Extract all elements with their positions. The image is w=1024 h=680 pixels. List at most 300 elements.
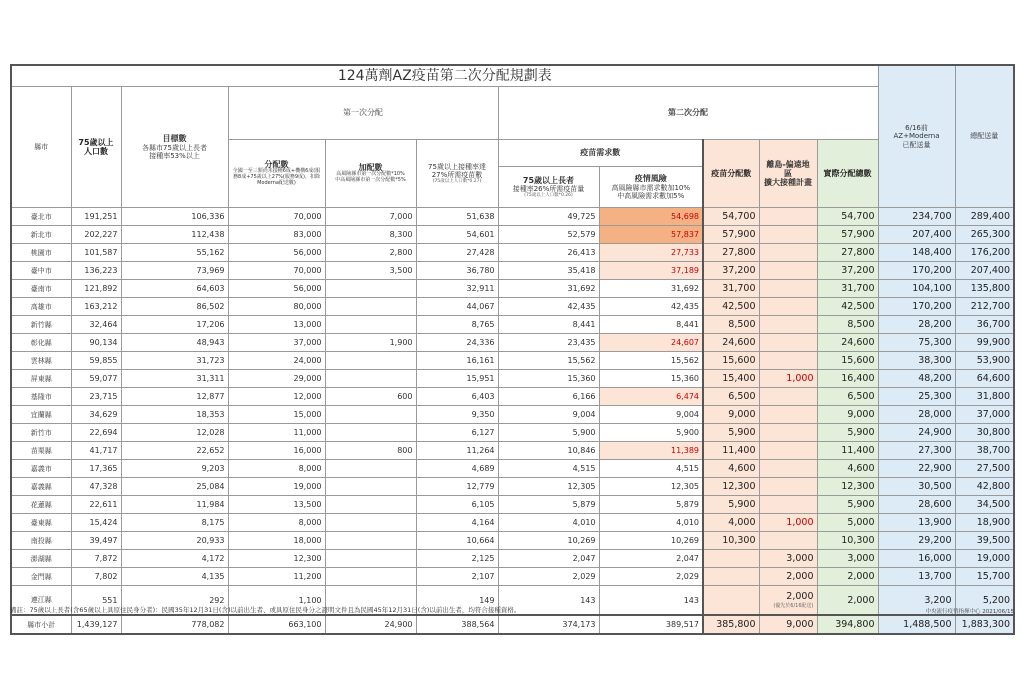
table-row	[11, 442, 1014, 460]
extra-cell	[325, 298, 416, 316]
actual-total-cell: 8,500	[817, 316, 878, 334]
vaccine-alloc-cell: 385,800	[703, 615, 759, 634]
vaccine-alloc-cell: 24,600	[703, 334, 759, 352]
total-delivered-cell: 53,900	[955, 352, 1014, 370]
extra-cell	[325, 460, 416, 478]
risk-cell: 54,698	[599, 208, 703, 226]
actual-total-cell: 6,500	[817, 388, 878, 406]
rate27-cell: 11,264	[416, 442, 498, 460]
county-name: 新竹市	[11, 424, 71, 442]
extra-cell	[325, 568, 416, 586]
risk-cell: 2,047	[599, 550, 703, 568]
total-delivered-cell: 19,000	[955, 550, 1014, 568]
elder26-cell: 2,047	[498, 550, 599, 568]
target-cell: 55,162	[121, 244, 228, 262]
header-delivered: 6/16前 AZ+Moderna 已配送量	[878, 65, 955, 208]
table-row	[11, 532, 1014, 550]
vaccine-alloc-cell: 5,900	[703, 496, 759, 514]
alloc-cell: 70,000	[228, 262, 325, 280]
table-row	[11, 568, 1014, 586]
total-delivered-cell: 176,200	[955, 244, 1014, 262]
actual-total-cell: 57,900	[817, 226, 878, 244]
rate27-cell: 32,911	[416, 280, 498, 298]
island-plan-cell	[759, 226, 817, 244]
allocation-table	[10, 64, 1015, 635]
pop75-cell: 41,717	[71, 442, 121, 460]
total-delivered-cell: 1,883,300	[955, 615, 1014, 634]
actual-total-cell: 4,600	[817, 460, 878, 478]
delivered-cell: 16,000	[878, 550, 955, 568]
island-plan-value: 2,000	[786, 591, 814, 602]
actual-total-cell: 2,000	[817, 586, 878, 616]
rate27-cell: 15,951	[416, 370, 498, 388]
delivered-cell: 13,700	[878, 568, 955, 586]
table-row	[11, 388, 1014, 406]
alloc-cell: 1,100	[228, 586, 325, 616]
alloc-cell: 12,000	[228, 388, 325, 406]
delivered-cell: 28,200	[878, 316, 955, 334]
elder26-cell: 9,004	[498, 406, 599, 424]
vaccine-alloc-cell: 42,500	[703, 298, 759, 316]
total-delivered-cell: 265,300	[955, 226, 1014, 244]
alloc-cell: 13,500	[228, 496, 325, 514]
extra-cell	[325, 280, 416, 298]
island-plan-cell	[759, 442, 817, 460]
target-cell: 4,135	[121, 568, 228, 586]
county-name: 基隆市	[11, 388, 71, 406]
total-delivered-cell: 38,700	[955, 442, 1014, 460]
risk-cell: 37,189	[599, 262, 703, 280]
target-cell: 31,723	[121, 352, 228, 370]
elder26-cell: 15,360	[498, 370, 599, 388]
pop75-cell: 551	[71, 586, 121, 616]
pop75-cell: 121,892	[71, 280, 121, 298]
island-plan-cell: 1,000	[759, 514, 817, 532]
county-name: 新竹縣	[11, 316, 71, 334]
vaccine-alloc-cell: 15,600	[703, 352, 759, 370]
alloc-cell: 11,200	[228, 568, 325, 586]
delivered-cell: 30,500	[878, 478, 955, 496]
island-plan-cell: 3,000	[759, 550, 817, 568]
risk-cell: 5,900	[599, 424, 703, 442]
table-row	[11, 334, 1014, 352]
alloc-cell: 663,100	[228, 615, 325, 634]
vaccine-alloc-cell: 4,000	[703, 514, 759, 532]
total-delivered-cell: 37,000	[955, 406, 1014, 424]
delivered-cell: 234,700	[878, 208, 955, 226]
extra-cell: 3,500	[325, 262, 416, 280]
total-delivered-cell: 207,400	[955, 262, 1014, 280]
alloc-cell: 83,000	[228, 226, 325, 244]
risk-cell: 24,607	[599, 334, 703, 352]
actual-total-cell: 3,000	[817, 550, 878, 568]
actual-total-cell: 54,700	[817, 208, 878, 226]
island-plan-cell: 9,000	[759, 615, 817, 634]
island-plan-cell: 2,000	[759, 568, 817, 586]
risk-cell: 15,360	[599, 370, 703, 388]
county-name: 高雄市	[11, 298, 71, 316]
table-row	[11, 316, 1014, 334]
county-name: 澎湖縣	[11, 550, 71, 568]
extra-cell	[325, 316, 416, 334]
page-title: 124萬劑AZ疫苗第二次分配規劃表	[11, 65, 878, 87]
island-plan-cell	[759, 460, 817, 478]
header-pop75: 75歲以上 人口數	[71, 87, 121, 208]
total-delivered-cell: 64,600	[955, 370, 1014, 388]
delivered-cell: 170,200	[878, 298, 955, 316]
county-name: 臺東縣	[11, 514, 71, 532]
county-name: 臺中市	[11, 262, 71, 280]
extra-cell	[325, 514, 416, 532]
header-county: 縣市	[11, 87, 71, 208]
actual-total-cell: 11,400	[817, 442, 878, 460]
table-row	[11, 478, 1014, 496]
pop75-cell: 34,629	[71, 406, 121, 424]
rate27-cell: 149	[416, 586, 498, 616]
rate27-cell: 388,564	[416, 615, 498, 634]
risk-cell: 4,010	[599, 514, 703, 532]
county-name: 連江縣	[11, 586, 71, 616]
total-delivered-cell: 39,500	[955, 532, 1014, 550]
vaccine-alloc-cell: 11,400	[703, 442, 759, 460]
extra-cell: 24,900	[325, 615, 416, 634]
island-plan-note: (優先於6/16配送)	[773, 603, 814, 609]
table-row	[11, 352, 1014, 370]
county-name: 花蓮縣	[11, 496, 71, 514]
risk-cell: 9,004	[599, 406, 703, 424]
pop75-cell: 17,365	[71, 460, 121, 478]
target-cell: 9,203	[121, 460, 228, 478]
delivered-cell: 13,900	[878, 514, 955, 532]
vaccine-alloc-cell: 37,200	[703, 262, 759, 280]
county-name: 新北市	[11, 226, 71, 244]
risk-cell: 4,515	[599, 460, 703, 478]
target-cell: 112,438	[121, 226, 228, 244]
elder26-cell: 5,879	[498, 496, 599, 514]
delivered-cell: 38,300	[878, 352, 955, 370]
target-cell: 8,175	[121, 514, 228, 532]
table-row	[11, 496, 1014, 514]
elder26-cell: 143	[498, 586, 599, 616]
alloc-cell: 12,300	[228, 550, 325, 568]
table-row	[11, 370, 1014, 388]
actual-total-cell: 42,500	[817, 298, 878, 316]
delivered-cell: 48,200	[878, 370, 955, 388]
actual-total-cell: 37,200	[817, 262, 878, 280]
alloc-cell: 8,000	[228, 460, 325, 478]
county-name: 臺北市	[11, 208, 71, 226]
target-cell: 4,172	[121, 550, 228, 568]
extra-cell	[325, 406, 416, 424]
actual-total-cell: 9,000	[817, 406, 878, 424]
pop75-cell: 7,872	[71, 550, 121, 568]
elder26-cell: 374,173	[498, 615, 599, 634]
delivered-cell: 29,200	[878, 532, 955, 550]
header-elder26: 75歲以上長者 接種率26%所需疫苗量 (75歲以上人口數*0.26)	[498, 167, 599, 208]
elder26-cell: 2,029	[498, 568, 599, 586]
pop75-cell: 23,715	[71, 388, 121, 406]
total-delivered-cell: 18,900	[955, 514, 1014, 532]
risk-cell: 10,269	[599, 532, 703, 550]
pop75-cell: 22,611	[71, 496, 121, 514]
island-plan-cell	[759, 586, 817, 616]
vaccine-alloc-cell	[703, 550, 759, 568]
island-plan-cell	[759, 388, 817, 406]
rate27-cell: 6,127	[416, 424, 498, 442]
county-name: 苗栗縣	[11, 442, 71, 460]
delivered-cell: 28,600	[878, 496, 955, 514]
vaccine-alloc-cell: 57,900	[703, 226, 759, 244]
vaccine-alloc-cell: 31,700	[703, 280, 759, 298]
target-cell: 11,984	[121, 496, 228, 514]
island-plan-cell	[759, 316, 817, 334]
vaccine-alloc-cell: 12,300	[703, 478, 759, 496]
actual-total-cell: 2,000	[817, 568, 878, 586]
extra-cell	[325, 424, 416, 442]
island-plan-cell	[759, 262, 817, 280]
island-plan-cell	[759, 244, 817, 262]
alloc-cell: 80,000	[228, 298, 325, 316]
alloc-cell: 56,000	[228, 244, 325, 262]
risk-cell: 143	[599, 586, 703, 616]
pop75-cell: 15,424	[71, 514, 121, 532]
header-vaccine-alloc: 疫苗分配數	[703, 140, 759, 208]
target-cell: 25,084	[121, 478, 228, 496]
target-cell: 292	[121, 586, 228, 616]
elder26-cell: 52,579	[498, 226, 599, 244]
risk-cell: 15,562	[599, 352, 703, 370]
county-name: 嘉義市	[11, 460, 71, 478]
alloc-cell: 11,000	[228, 424, 325, 442]
pop75-cell: 32,464	[71, 316, 121, 334]
target-cell: 64,603	[121, 280, 228, 298]
elder26-cell: 8,441	[498, 316, 599, 334]
vaccine-alloc-cell: 6,500	[703, 388, 759, 406]
header-actual-total: 實際分配總數	[817, 140, 878, 208]
risk-cell: 12,305	[599, 478, 703, 496]
total-delivered-cell: 15,700	[955, 568, 1014, 586]
alloc-cell: 15,000	[228, 406, 325, 424]
actual-total-cell: 12,300	[817, 478, 878, 496]
risk-cell: 31,692	[599, 280, 703, 298]
target-cell: 106,336	[121, 208, 228, 226]
table-row	[11, 406, 1014, 424]
rate27-cell: 9,350	[416, 406, 498, 424]
total-delivered-cell: 5,200	[955, 586, 1014, 616]
extra-cell: 2,800	[325, 244, 416, 262]
header-total-delivered: 總配送量	[955, 65, 1014, 208]
target-cell: 778,082	[121, 615, 228, 634]
header-alloc: 分配數 全國一至三類尚未接種6成+機構6成(服務8成+75歲以上27%(服務9成)，扣除Moderna配送數)	[228, 140, 325, 208]
actual-total-cell: 16,400	[817, 370, 878, 388]
table-row	[11, 298, 1014, 316]
elder26-cell: 26,413	[498, 244, 599, 262]
target-cell: 12,877	[121, 388, 228, 406]
county-name: 金門縣	[11, 568, 71, 586]
extra-cell	[325, 478, 416, 496]
table-row	[11, 226, 1014, 244]
vaccine-alloc-cell: 10,300	[703, 532, 759, 550]
rate27-cell: 44,067	[416, 298, 498, 316]
vaccine-alloc-cell	[703, 586, 759, 616]
vaccine-alloc-cell: 4,600	[703, 460, 759, 478]
total-delivered-cell: 135,800	[955, 280, 1014, 298]
total-delivered-cell: 30,800	[955, 424, 1014, 442]
extra-cell	[325, 496, 416, 514]
delivered-cell: 148,400	[878, 244, 955, 262]
header-demand: 疫苗需求數	[498, 140, 703, 167]
table-row	[11, 550, 1014, 568]
extra-cell: 1,900	[325, 334, 416, 352]
pop75-cell: 47,328	[71, 478, 121, 496]
rate27-cell: 2,125	[416, 550, 498, 568]
total-delivered-cell: 27,500	[955, 460, 1014, 478]
rate27-cell: 36,780	[416, 262, 498, 280]
target-cell: 22,652	[121, 442, 228, 460]
vaccine-alloc-cell	[703, 568, 759, 586]
risk-cell: 5,879	[599, 496, 703, 514]
target-cell: 18,353	[121, 406, 228, 424]
pop75-cell: 202,227	[71, 226, 121, 244]
county-name: 彰化縣	[11, 334, 71, 352]
rate27-cell: 16,161	[416, 352, 498, 370]
alloc-cell: 16,000	[228, 442, 325, 460]
extra-cell: 600	[325, 388, 416, 406]
total-delivered-cell: 289,400	[955, 208, 1014, 226]
table-row	[11, 244, 1014, 262]
risk-cell: 389,517	[599, 615, 703, 634]
alloc-cell: 19,000	[228, 478, 325, 496]
island-plan-cell	[759, 298, 817, 316]
alloc-cell: 18,000	[228, 532, 325, 550]
actual-total-cell: 5,000	[817, 514, 878, 532]
header-rate27: 75歲以上接種率達 27%所需疫苗數 (75歲以上人口數*0.27)	[416, 140, 498, 208]
alloc-cell: 70,000	[228, 208, 325, 226]
pop75-cell: 59,855	[71, 352, 121, 370]
table-row	[11, 262, 1014, 280]
elder26-cell: 49,725	[498, 208, 599, 226]
target-cell: 17,206	[121, 316, 228, 334]
pop75-cell: 90,134	[71, 334, 121, 352]
target-cell: 48,943	[121, 334, 228, 352]
county-name: 南投縣	[11, 532, 71, 550]
rate27-cell: 12,779	[416, 478, 498, 496]
extra-cell: 8,300	[325, 226, 416, 244]
pop75-cell: 59,077	[71, 370, 121, 388]
table-row	[11, 514, 1014, 532]
header-target: 目標數 各縣市75歲以上長者 接種率53%以上	[121, 87, 228, 208]
rate27-cell: 10,664	[416, 532, 498, 550]
vaccine-alloc-cell: 54,700	[703, 208, 759, 226]
rate27-cell: 27,428	[416, 244, 498, 262]
delivered-cell: 170,200	[878, 262, 955, 280]
elder26-cell: 10,846	[498, 442, 599, 460]
elder26-cell: 12,305	[498, 478, 599, 496]
delivered-cell: 24,900	[878, 424, 955, 442]
vaccine-alloc-cell: 27,800	[703, 244, 759, 262]
pop75-cell: 39,497	[71, 532, 121, 550]
county-name: 雲林縣	[11, 352, 71, 370]
rate27-cell: 4,689	[416, 460, 498, 478]
target-cell: 73,969	[121, 262, 228, 280]
elder26-cell: 42,435	[498, 298, 599, 316]
target-cell: 31,311	[121, 370, 228, 388]
vaccine-alloc-cell: 8,500	[703, 316, 759, 334]
rate27-cell: 24,336	[416, 334, 498, 352]
delivered-cell: 3,200	[878, 586, 955, 616]
total-delivered-cell: 99,900	[955, 334, 1014, 352]
county-name: 臺南市	[11, 280, 71, 298]
county-name: 縣市小計	[11, 615, 71, 634]
alloc-cell: 13,000	[228, 316, 325, 334]
target-cell: 86,502	[121, 298, 228, 316]
footer-note: 備註：75歲以上長者(含65歲以上具原住民身分者)：民國35年12月31日(含)以前出生者、或具原住民身分之證明文件且為民國45年12月31日(含)以前出生者，均符合接種資格。	[10, 606, 521, 614]
table-row	[11, 460, 1014, 478]
rate27-cell: 54,601	[416, 226, 498, 244]
risk-cell: 27,733	[599, 244, 703, 262]
island-plan-cell	[759, 352, 817, 370]
pop75-cell: 22,694	[71, 424, 121, 442]
elder26-cell: 5,900	[498, 424, 599, 442]
actual-total-cell: 5,900	[817, 496, 878, 514]
delivered-cell: 104,100	[878, 280, 955, 298]
risk-cell: 8,441	[599, 316, 703, 334]
pop75-cell: 1,439,127	[71, 615, 121, 634]
header-second-round: 第二次分配	[498, 87, 878, 140]
elder26-cell: 35,418	[498, 262, 599, 280]
county-name: 宜蘭縣	[11, 406, 71, 424]
alloc-cell: 8,000	[228, 514, 325, 532]
pop75-cell: 163,212	[71, 298, 121, 316]
actual-total-cell: 31,700	[817, 280, 878, 298]
target-cell: 12,028	[121, 424, 228, 442]
header-extra: 加配數 高風險縣市第一次分配數*10% 中高風險縣市第一次分配數*5%	[325, 140, 416, 208]
total-delivered-cell: 31,800	[955, 388, 1014, 406]
table-row	[11, 424, 1014, 442]
extra-cell	[325, 352, 416, 370]
delivered-cell: 207,400	[878, 226, 955, 244]
risk-cell: 11,389	[599, 442, 703, 460]
alloc-cell: 56,000	[228, 280, 325, 298]
risk-cell: 6,474	[599, 388, 703, 406]
alloc-cell: 37,000	[228, 334, 325, 352]
island-plan-cell	[759, 478, 817, 496]
delivered-cell: 22,900	[878, 460, 955, 478]
delivered-cell: 27,300	[878, 442, 955, 460]
pop75-cell: 101,587	[71, 244, 121, 262]
table-row	[11, 208, 1014, 226]
actual-total-cell: 5,900	[817, 424, 878, 442]
risk-cell: 42,435	[599, 298, 703, 316]
alloc-cell: 24,000	[228, 352, 325, 370]
delivered-cell: 1,488,500	[878, 615, 955, 634]
elder26-cell: 23,435	[498, 334, 599, 352]
rate27-cell: 6,105	[416, 496, 498, 514]
allocation-sheet	[10, 64, 1013, 635]
island-plan-cell	[759, 208, 817, 226]
rate27-cell: 2,107	[416, 568, 498, 586]
elder26-cell: 4,515	[498, 460, 599, 478]
extra-cell: 800	[325, 442, 416, 460]
actual-total-cell: 27,800	[817, 244, 878, 262]
extra-cell	[325, 370, 416, 388]
island-plan-cell	[759, 334, 817, 352]
elder26-cell: 6,166	[498, 388, 599, 406]
actual-total-cell: 24,600	[817, 334, 878, 352]
risk-cell: 2,029	[599, 568, 703, 586]
elder26-cell: 31,692	[498, 280, 599, 298]
total-delivered-cell: 34,500	[955, 496, 1014, 514]
